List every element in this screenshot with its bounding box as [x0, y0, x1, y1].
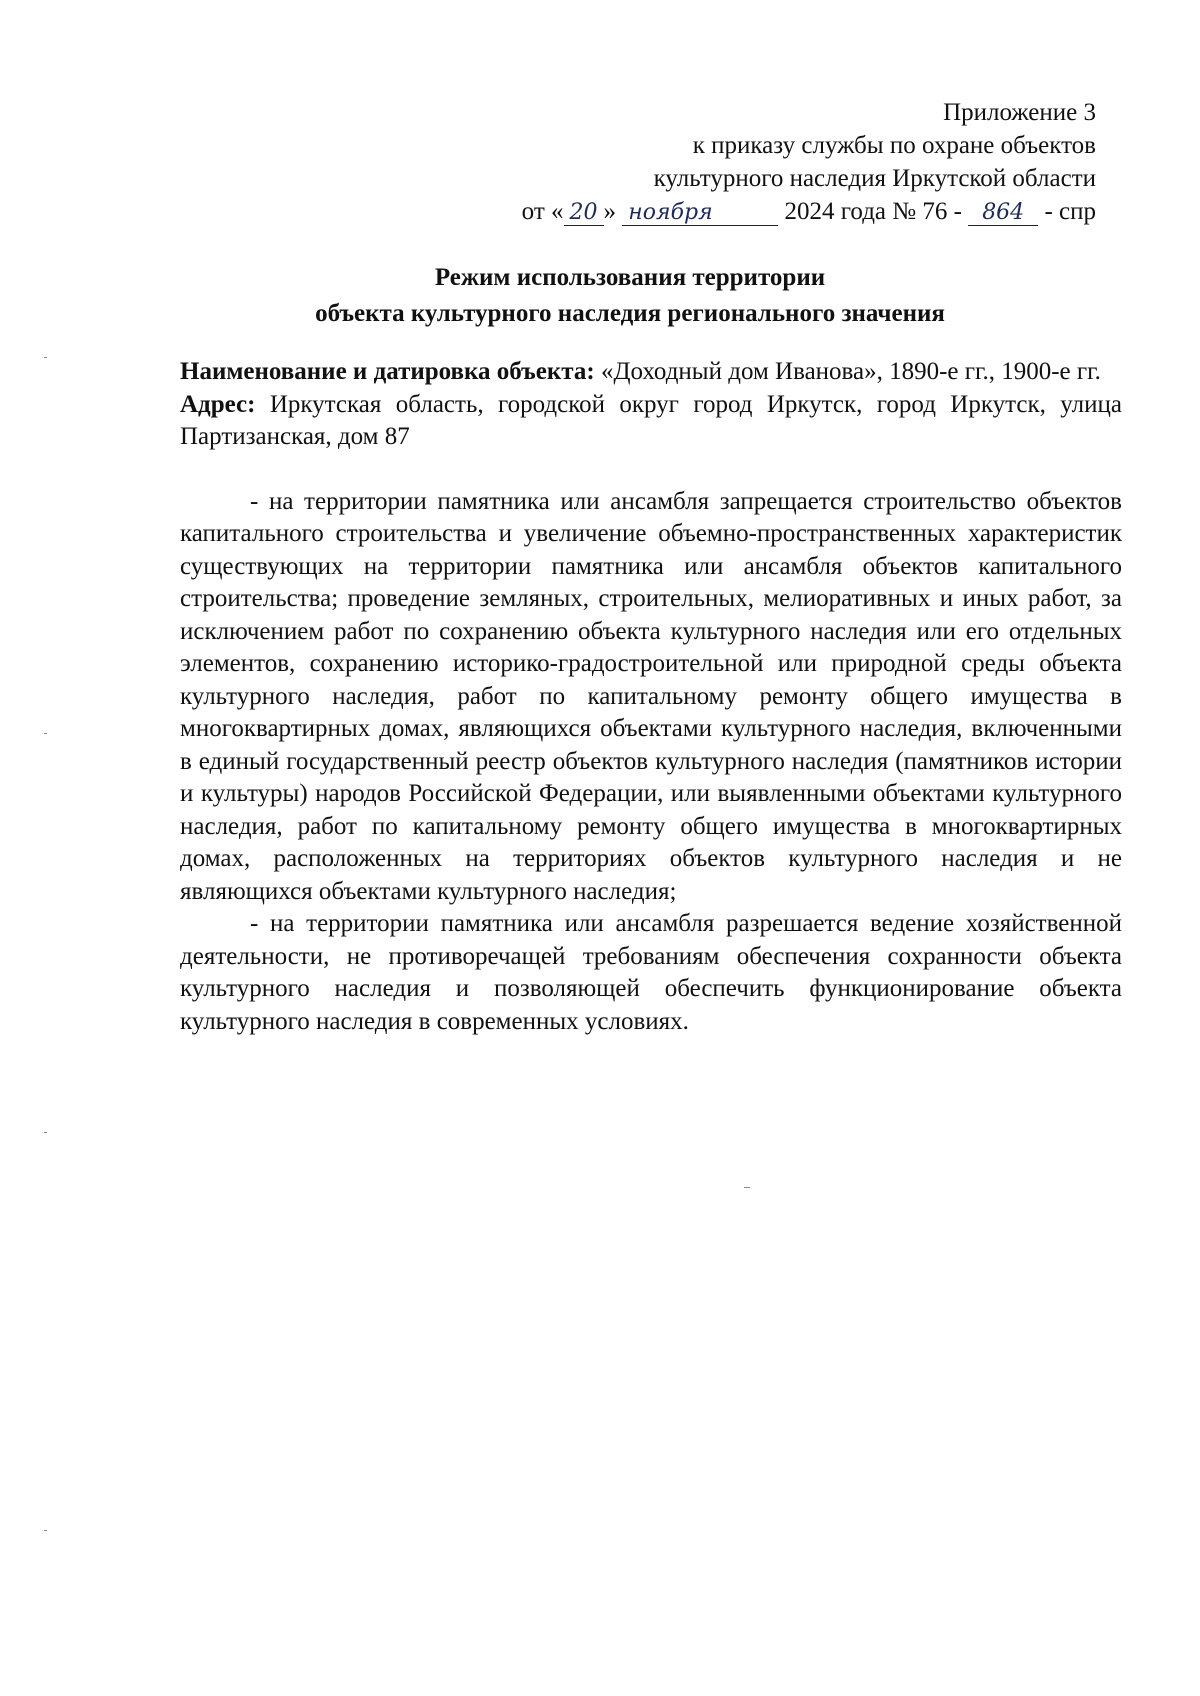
document-body — [180, 356, 1122, 1038]
scan-speck — [744, 1187, 750, 1188]
spacer — [180, 454, 1122, 486]
title-line-2: объекта культурного наследия регионального значения — [315, 300, 945, 327]
date-prefix: от « — [521, 198, 564, 225]
order-suffix: - спр — [1044, 198, 1096, 225]
scan-speck — [44, 733, 47, 734]
document-title — [180, 260, 1080, 332]
paragraph-permissions: - на территории памятника или ансамбля разрешается ведение хозяйственной деятельности, не противоречащей требованиям обеспечения сохранности объекта культурного наследия и позволяющей обеспечить функционирование объекта культурного наследия в современных условиях. — [180, 910, 1122, 1035]
paragraph-prohibitions: - на территории памятника или ансамбля запрещается строительство объектов капитального строительства и увеличение объемно-пространственных характеристик существующих на территории памятника или ансамбля объектов капитального строительства; проведение земляных, строительных, мелиоративных и иных работ, за исключением работ по сохранению объекта культурного наследия или его отдельных элементов, сохранению историко-градостроительной или природной среды объекта культурного наследия, работ по капитальному ремонту общего имущества в многоквартирных домах, являющихся объектами культурного наследия, включенными в единый государственный реестр объектов культурного наследия (памятников истории и культуры) народов Российской Федерации, или выявленными объектами культурного наследия, работ по капитальному ремонту общего имущества в многоквартирных домах, расположенных на территориях объектов культурного наследия и не являющихся объектами культурного наследия; — [180, 487, 1122, 905]
handwritten-order-number: 864 — [968, 201, 1038, 226]
date-mid: » — [603, 198, 617, 225]
scan-speck — [44, 1132, 47, 1133]
handwritten-day: 20 — [564, 201, 604, 226]
object-name-value: «Доходный дом Иванова», 1890-е гг., 1900-е гг. — [600, 358, 1101, 385]
appendix-date-line — [522, 195, 1096, 228]
scan-speck — [44, 357, 47, 358]
appendix-number: Приложение 3 — [943, 99, 1096, 126]
order-year: 2024 года № 76 - — [784, 198, 962, 225]
appendix-order-reference: к приказу службы по охране объектов — [692, 132, 1096, 159]
scan-speck — [44, 1530, 47, 1531]
object-address — [180, 389, 1122, 454]
handwritten-month: ноября — [622, 201, 778, 226]
object-name-label: Наименование и датировка объекта: — [180, 358, 595, 385]
appendix-header — [522, 96, 1096, 228]
appendix-authority: культурного наследия Иркутской области — [653, 165, 1096, 192]
object-name — [180, 356, 1122, 389]
object-address-value: Иркутская область, городской округ город Иркутск, город Иркутск, улица Партизанская, дом 87 — [180, 390, 1122, 450]
title-line-1: Режим использования территории — [434, 264, 826, 291]
object-address-label: Адрес: — [180, 390, 256, 418]
